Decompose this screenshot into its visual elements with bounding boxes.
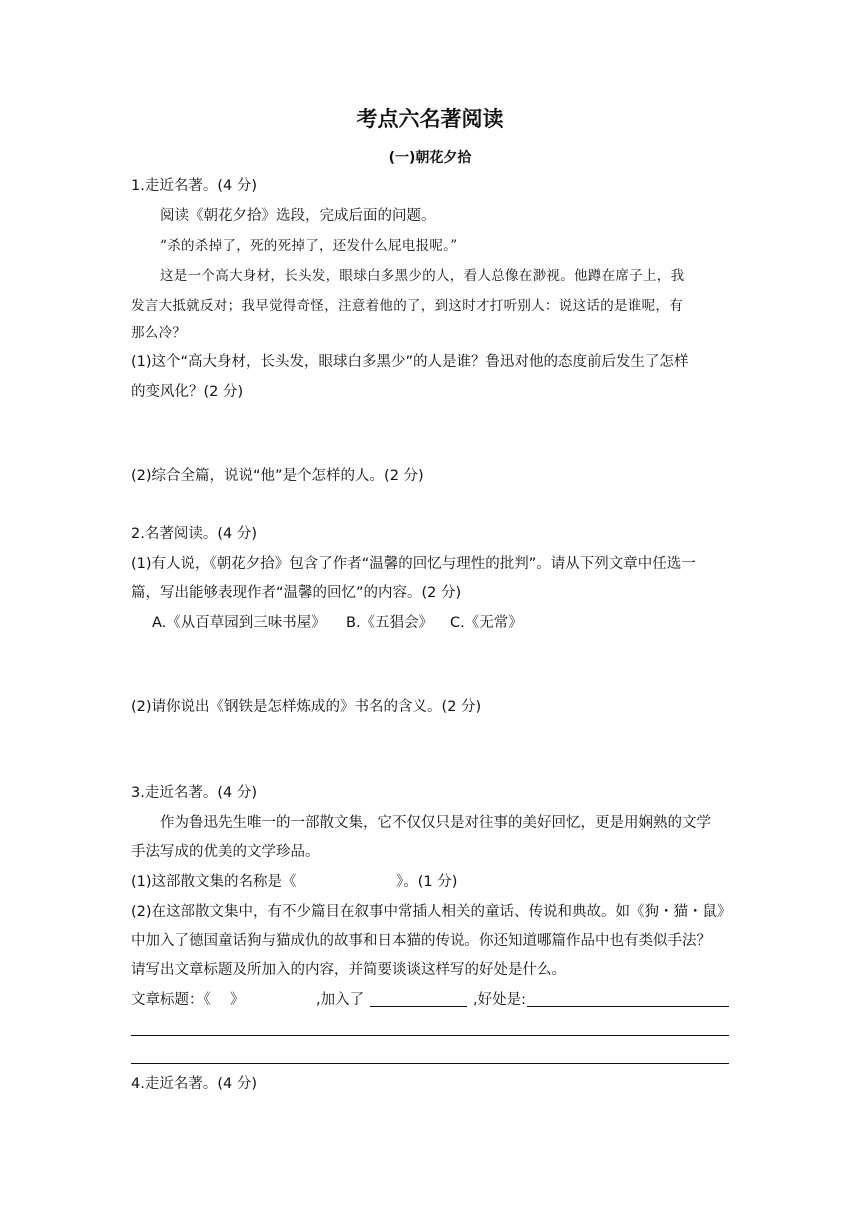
- question-2-sub-1-line: 篇，写出能够表现作者“温馨的回忆”的内容。(2 分): [131, 585, 462, 601]
- question-1-passage-line: 发言大抵就反对；我早觉得奇怪，注意着他的了，到这时才打听别人：说这话的是谁呢，有: [131, 298, 683, 314]
- question-3-intro-line: 作为鲁迅先生唯一的一部散文集，它不仅仅只是对往事的美好回忆，更是用娴熟的文学: [160, 815, 711, 831]
- collection-name-blank[interactable]: [306, 872, 396, 892]
- answer-line[interactable]: [131, 1063, 729, 1064]
- question-1-quote: “杀的杀掉了，死的死掉了，还发什么屁电报呢。”: [160, 238, 458, 254]
- question-3-sub-1-suffix: 》。(1 分): [396, 874, 458, 890]
- question-2-sub-1-line: (1)有人说，《朝花夕拾》包含了作者“温馨的回忆与理性的批判”。请从下列文章中任选一: [131, 556, 696, 572]
- question-1-intro: 阅读《朝花夕拾》选段，完成后面的问题。: [160, 208, 436, 224]
- question-1-sub-1-line: 的变风化？(2 分): [131, 384, 244, 400]
- option-a: A.《从百草园到三味书屋》: [152, 615, 326, 631]
- question-1-sub-2: (2)综合全篇，说说“他”是个怎样的人。(2 分): [131, 468, 424, 484]
- question-1-heading: 1.走近名著。(4 分): [131, 178, 257, 194]
- question-3-intro-line: 手法写成的优美的文学珍品。: [131, 844, 320, 860]
- question-1-passage-line: 这是一个高大身材，长头发，眼球白多黑少的人，看人总像在渺视。他蹲在席子上，我: [160, 268, 685, 284]
- question-4-heading: 4.走近名著。(4 分): [131, 1076, 257, 1092]
- question-3-heading: 3.走近名著。(4 分): [131, 785, 257, 801]
- question-3-sub-2-line: 中加入了德国童话狗与猫成仇的故事和日本猫的传说。你还知道哪篇作品中也有类似手法？: [131, 933, 711, 949]
- question-1-sub-1-line: (1)这个“高大身材，长头发，眼球白多黑少”的人是谁？鲁迅对他的态度前后发生了怎样: [131, 354, 689, 370]
- question-2-sub-2: (2)请你说出《钢铁是怎样炼成的》书名的含义。(2 分): [131, 699, 482, 715]
- question-1-passage-line: 那么冷？: [131, 325, 187, 341]
- question-2-heading: 2.名著阅读。(4 分): [131, 526, 257, 542]
- section-heading: (一)朝花夕拾: [388, 150, 472, 166]
- question-3-sub-2-line: 请写出文章标题及所加入的内容，并简要谈谈这样写的好处是什么。: [131, 962, 566, 978]
- article-title-close: 》: [230, 992, 245, 1008]
- option-b: B.《五猖会》: [346, 615, 434, 631]
- page-title: 考点六名著阅读: [356, 107, 504, 131]
- answer-line[interactable]: [131, 1035, 729, 1036]
- article-title-blank[interactable]: [218, 990, 230, 1010]
- added-content-label: ,加入了: [316, 992, 365, 1008]
- option-c: C.《无常》: [450, 615, 523, 631]
- question-3-sub-1-prefix: (1)这部散文集的名称是《: [131, 874, 297, 890]
- benefit-label: ,好处是:: [473, 992, 526, 1008]
- added-content-blank[interactable]: [370, 990, 467, 1007]
- article-title-label: 文章标题：《: [131, 992, 211, 1008]
- benefit-blank[interactable]: [527, 990, 729, 1007]
- question-3-sub-2-line: (2)在这部散文集中，有不少篇目在叙事中常插人相关的童话、传说和典故。如《狗・猫・鼠》: [131, 904, 732, 920]
